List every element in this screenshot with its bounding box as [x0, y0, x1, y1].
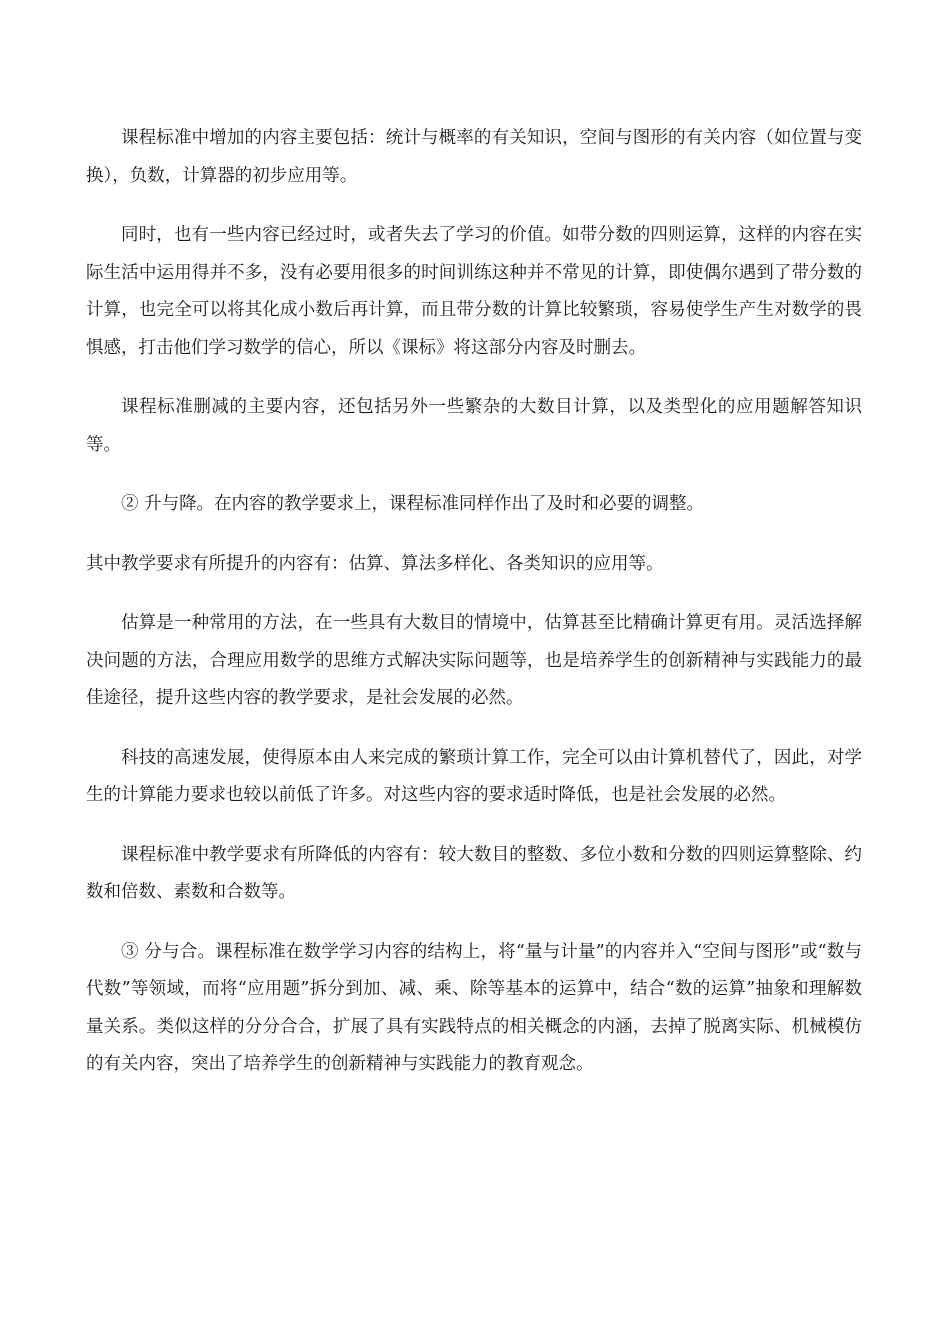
paragraph-raised-requirements: 其中教学要求有所提升的内容有：估算、算法多样化、各类知识的应用等。 [86, 553, 664, 574]
paragraph-removed-content: 课程标准删减的主要内容，还包括另外一些繁杂的大数目计算，以及类型化的应用题解答知识等。 [86, 397, 862, 455]
paragraph-rise-and-fall: ② 升与降。在内容的教学要求上，课程标准同样作出了及时和必要的调整。 [121, 494, 705, 514]
paragraph-outdated-content: 同时，也有一些内容已经过时，或者失去了学习的价值。如带分数的四则运算，这样的内容在实际生活中运用得并不多，没有必要用很多的时间训练这种并不常见的计算，即使偶尔遇到了带分数的计算，也完全可以将其化成小数后再计算，而且带分数的计算比较繁琐，容易使学生产生对数学的畏惧感，打击他们学习数学的信心，所以《课标》将这部分内容及时删去。 [86, 225, 862, 358]
paragraph-split-and-merge: ③ 分与合。课程标准在数学学习内容的结构上，将“量与计量”的内容并入“空间与图形”或“数与代数”等领域，而将“应用题”拆分到加、减、乘、除等基本的运算中，结合“数的运算”抽象和理解数量关系。类似这样的分分合合，扩展了具有实践特点的相关概念的内涵，去掉了脱离实际、机械模仿的有关内容，突出了培养学生的创新精神与实践能力的教育观念。 [86, 941, 862, 1074]
document-body [86, 120, 862, 1106]
paragraph-added-content: 课程标准中增加的内容主要包括：统计与概率的有关知识，空间与图形的有关内容（如位置与变换），负数，计算器的初步应用等。 [86, 128, 862, 186]
paragraph-estimation: 估算是一种常用的方法，在一些具有大数目的情境中，估算甚至比精确计算更有用。灵活选择解决问题的方法，合理应用数学的思维方式解决实际问题等，也是培养学生的创新精神与实践能力的最佳途径，提升这些内容的教学要求，是社会发展的必然。 [86, 613, 862, 708]
paragraph-technology: 科技的高速发展，使得原本由人来完成的繁琐计算工作，完全可以由计算机替代了，因此，对学生的计算能力要求也较以前低了许多。对这些内容的要求适时降低，也是社会发展的必然。 [86, 747, 862, 805]
paragraph-lowered-requirements: 课程标准中教学要求有所降低的内容有：较大数目的整数、多位小数和分数的四则运算整除、约数和倍数、素数和合数等。 [86, 844, 862, 902]
